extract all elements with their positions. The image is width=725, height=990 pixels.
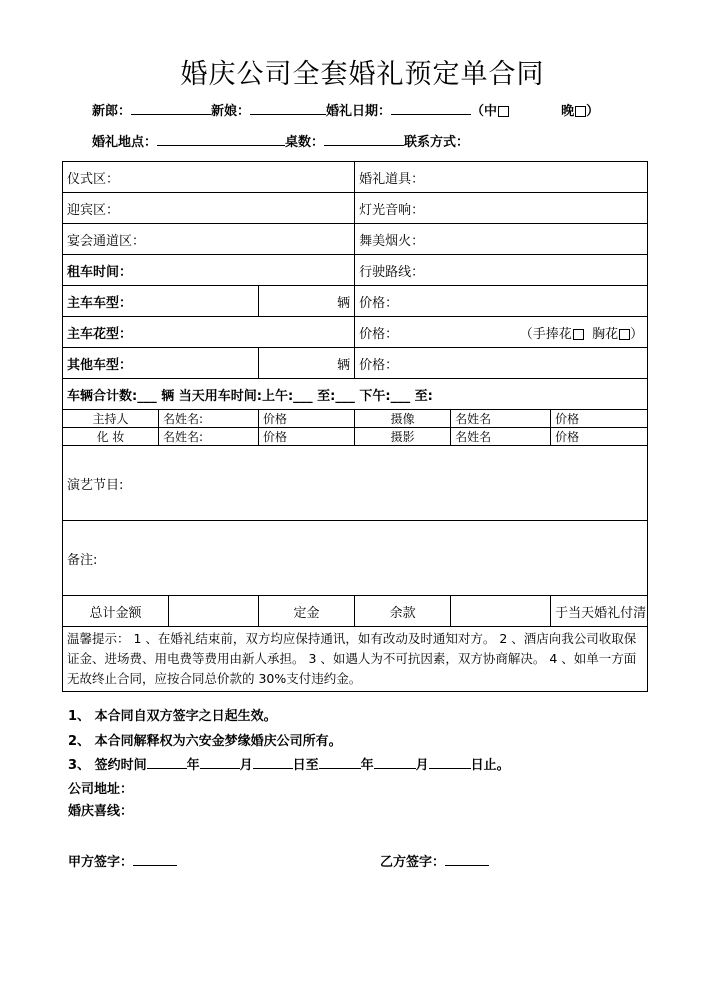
clause-3-label: 3、 签约时间 xyxy=(68,758,147,773)
video-price-cell[interactable] xyxy=(551,410,648,428)
groom-field[interactable] xyxy=(131,102,211,115)
host-unit: 名 xyxy=(163,412,176,426)
deposit-label: 定金 xyxy=(259,596,355,627)
video-unit: 名 xyxy=(455,412,468,426)
makeup-name-label: 姓名: xyxy=(175,430,204,444)
end-year-label: 年 xyxy=(360,758,374,773)
car-time-cell[interactable]: 租车时间： xyxy=(63,255,355,286)
makeup-price-label: 价格 xyxy=(263,430,288,444)
main-car-price[interactable]: 价格： xyxy=(355,286,648,317)
clause-1: 1、 本合同自双方签字之日起生效。 xyxy=(68,709,277,724)
settle-label: 于当天婚礼付清 xyxy=(551,596,648,627)
photo-label: 摄影 xyxy=(355,428,451,446)
day-to-label: 日至 xyxy=(292,758,319,773)
tables-label: 桌数： xyxy=(285,135,325,150)
photo-price-cell[interactable] xyxy=(551,428,648,446)
party-b-label: 乙方签字： xyxy=(380,855,446,870)
end-day-field[interactable] xyxy=(429,756,471,769)
header-line-1 xyxy=(92,100,599,119)
bride-field[interactable] xyxy=(250,102,326,115)
bouquet-label: （手捧花 xyxy=(519,326,572,342)
car-summary-cell[interactable]: 车辆合计数:___ 辆 当天用车时间:上午:___ 至:___ 下午:___ 至: xyxy=(63,379,648,410)
end-year-field[interactable] xyxy=(319,756,361,769)
header-line-2 xyxy=(92,131,469,150)
day-end-label: 日止。 xyxy=(470,758,510,773)
lighting-cell[interactable]: 灯光音响： xyxy=(355,193,648,224)
date-field[interactable] xyxy=(391,102,471,115)
venue-label: 婚礼地点： xyxy=(92,135,158,150)
banquet-aisle-cell[interactable]: 宴会通道区： xyxy=(63,224,355,255)
start-year-label: 年 xyxy=(186,758,200,773)
photo-unit: 名 xyxy=(455,430,468,444)
other-car-unit[interactable]: 辆 xyxy=(259,348,355,379)
makeup-label: 化 妆 xyxy=(63,428,159,446)
other-car-model-label[interactable]: 其他车型： xyxy=(63,348,259,379)
corsage-checkbox[interactable] xyxy=(619,329,630,340)
end-month-label: 月 xyxy=(415,758,429,773)
host-name-cell[interactable] xyxy=(159,410,259,428)
photo-name-label: 姓名 xyxy=(467,430,492,444)
party-a-field[interactable] xyxy=(133,853,177,866)
video-label: 摄像 xyxy=(355,410,451,428)
main-car-unit[interactable]: 辆 xyxy=(259,286,355,317)
host-name-label: 姓名: xyxy=(175,412,204,426)
midday-checkbox[interactable] xyxy=(498,106,509,117)
company-address: 公司地址： xyxy=(68,782,134,797)
evening-checkbox[interactable] xyxy=(575,106,586,117)
makeup-name-cell[interactable] xyxy=(159,428,259,446)
order-form-table xyxy=(62,161,648,692)
route-cell[interactable]: 行驶路线： xyxy=(355,255,648,286)
photo-name-cell[interactable] xyxy=(451,428,551,446)
reception-cell[interactable]: 迎宾区： xyxy=(63,193,355,224)
balance-label: 余款 xyxy=(355,596,451,627)
start-day-field[interactable] xyxy=(253,756,293,769)
other-car-price[interactable]: 价格： xyxy=(355,348,648,379)
start-month-field[interactable] xyxy=(200,756,240,769)
party-b-field[interactable] xyxy=(445,853,489,866)
notice-cell: 温馨提示： 1 、在婚礼结束前，双方均应保持通讯，如有改动及时通知对方。 2 、酒店向我公司收取保证金、进场费、用电费等费用由新人承担。 3 、如遇人为不可抗因素，双方协商解决。 4 、如单一方面无故终止合同，应按合同总价款的 30%支付违约金。 xyxy=(63,627,648,692)
host-price-label: 价格 xyxy=(263,412,288,426)
party-b-signature xyxy=(380,851,489,870)
clause-3 xyxy=(68,754,510,773)
midday-label: （中 xyxy=(471,104,498,119)
balance-value[interactable] xyxy=(451,596,551,627)
main-car-model-label[interactable]: 主车车型： xyxy=(63,286,259,317)
party-a-signature xyxy=(68,851,177,870)
makeup-price-cell[interactable] xyxy=(259,428,355,446)
fireworks-cell[interactable]: 舞美烟火： xyxy=(355,224,648,255)
hotline: 婚庆喜线： xyxy=(68,804,134,819)
start-year-field[interactable] xyxy=(147,756,187,769)
host-price-cell[interactable] xyxy=(259,410,355,428)
document-title: 婚庆公司全套婚礼预定单合同 xyxy=(180,59,545,90)
total-value[interactable] xyxy=(169,596,259,627)
date-label: 婚礼日期： xyxy=(326,104,392,119)
corsage-label: 胸花 xyxy=(592,326,619,342)
venue-field[interactable] xyxy=(157,133,285,146)
total-label: 总计金额 xyxy=(63,596,169,627)
tables-field[interactable] xyxy=(324,133,404,146)
video-name-label: 姓名 xyxy=(467,412,492,426)
flower-price-label: 价格： xyxy=(359,326,399,342)
start-month-label: 月 xyxy=(239,758,253,773)
program-cell[interactable]: 演艺节目: xyxy=(63,446,648,521)
party-a-label: 甲方签字： xyxy=(68,855,134,870)
video-price-label: 价格 xyxy=(555,412,580,426)
photo-price-label: 价格 xyxy=(555,430,580,444)
main-car-flower-cell[interactable]: 主车花型： xyxy=(63,317,355,348)
flower-price-cell[interactable] xyxy=(355,317,648,348)
video-name-cell[interactable] xyxy=(451,410,551,428)
groom-label: 新郎： xyxy=(92,104,132,119)
props-cell[interactable]: 婚礼道具： xyxy=(355,162,648,193)
ceremony-cell[interactable]: 仪式区： xyxy=(63,162,355,193)
end-month-field[interactable] xyxy=(374,756,416,769)
bouquet-checkbox[interactable] xyxy=(573,329,584,340)
close-paren: ） xyxy=(630,326,644,342)
evening-label: 晚 xyxy=(561,104,575,119)
bride-label: 新娘： xyxy=(211,104,251,119)
host-label: 主持人 xyxy=(63,410,159,428)
remark-cell[interactable]: 备注: xyxy=(63,521,648,596)
contact-label: 联系方式： xyxy=(404,135,470,150)
makeup-unit: 名 xyxy=(163,430,176,444)
paren-close: ） xyxy=(586,104,600,119)
clause-2: 2、 本合同解释权为六安金梦缘婚庆公司所有。 xyxy=(68,734,342,749)
